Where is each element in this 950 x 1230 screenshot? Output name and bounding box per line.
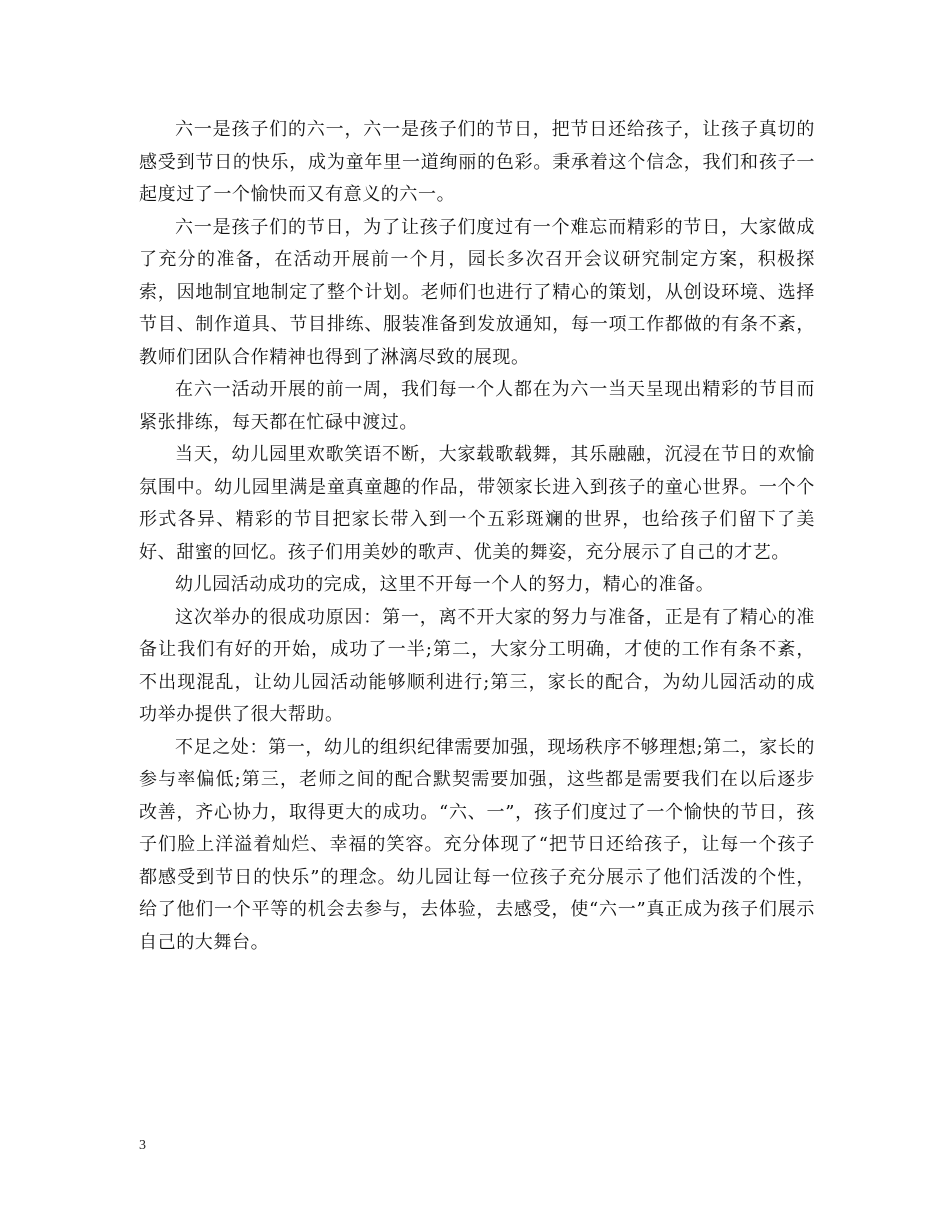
paragraph-7: 不足之处：第一，幼儿的组织纪律需要加强，现场秩序不够理想;第二，家长的参与率偏低;第三，老师之间的配合默契需要加强，这些都是需要我们在以后逐步改善，齐心协力，取得更大的成功。“六、一”，孩子们度过了一个愉快的节日，孩子们脸上洋溢着灿烂、幸福的笑容。充分体现了“把节日还给孩子，让每一个孩子都感受到节日的快乐”的理念。幼儿园让每一位孩子充分展示了他们活泼的个性，给了他们一个平等的机会去参与，去体验，去感受，使“六一”真正成为孩子们展示自己的大舞台。: [139, 736, 815, 953]
paragraph-1: 六一是孩子们的六一，六一是孩子们的节日，把节日还给孩子，让孩子真切的感受到节日的快乐，成为童年里一道绚丽的色彩。秉承着这个信念，我们和孩子一起度过了一个愉快而又有意义的六一。: [139, 119, 815, 205]
document-body: [139, 114, 815, 959]
paragraph-5: 幼儿园活动成功的完成，这里不开每一个人的努力，精心的准备。: [175, 574, 715, 595]
paragraph-3: 在六一活动开展的前一周，我们每一个人都在为六一当天呈现出精彩的节目而紧张排练，每天都在忙碌中渡过。: [139, 379, 815, 433]
page-number: 3: [139, 1138, 146, 1153]
paragraph-6: 这次举办的很成功原因：第一，离不开大家的努力与准备，正是有了精心的准备让我们有好的开始，成功了一半;第二，大家分工明确，才使的工作有条不紊，不出现混乱，让幼儿园活动能够顺利进行;第三，家长的配合，为幼儿园活动的成功举办提供了很大帮助。: [139, 606, 815, 725]
paragraph-4: 当天，幼儿园里欢歌笑语不断，大家载歌载舞，其乐融融，沉浸在节日的欢愉氛围中。幼儿园里满是童真童趣的作品，带领家长进入到孩子的童心世界。一个个形式各异、精彩的节目把家长带入到一个五彩斑斓的世界，也给孩子们留下了美好、甜蜜的回忆。孩子们用美妙的歌声、优美的舞姿，充分展示了自己的才艺。: [139, 444, 815, 563]
paragraph-2: 六一是孩子们的节日，为了让孩子们度过有一个难忘而精彩的节日，大家做成了充分的准备，在活动开展前一个月，园长多次召开会议研究制定方案，积极探索，因地制宜地制定了整个计划。老师们也进行了精心的策划，从创设环境、选择节目、制作道具、节目排练、服装准备到发放通知，每一项工作都做的有条不紊，教师们团队合作精神也得到了淋漓尽致的展现。: [139, 216, 815, 368]
